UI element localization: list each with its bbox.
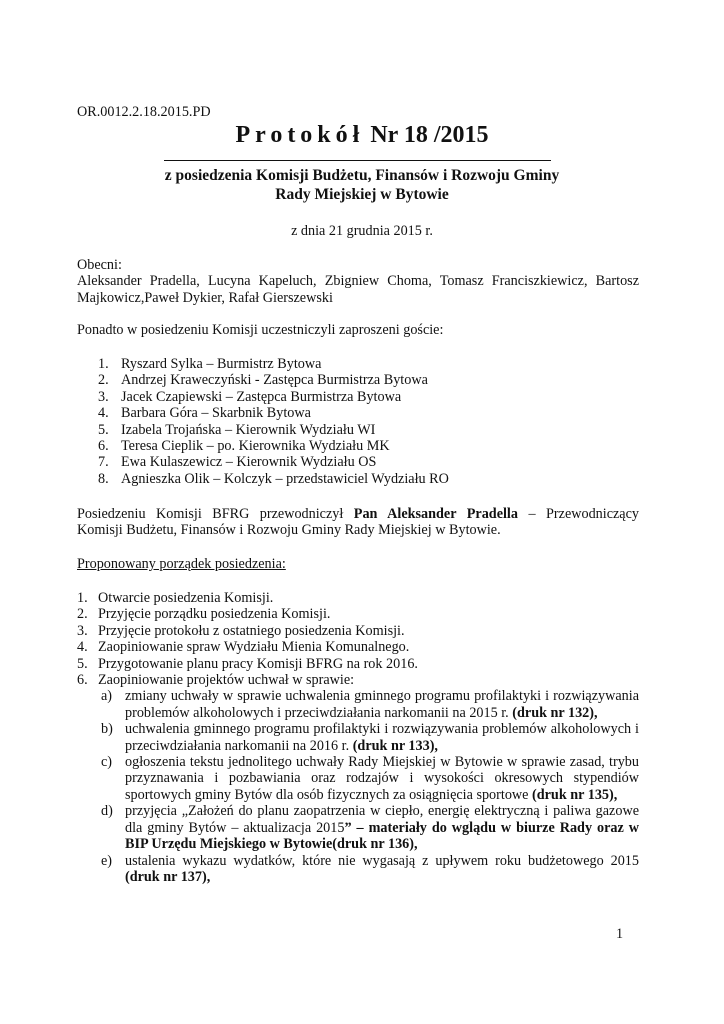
subtitle-line-2: Rady Miejskiej w Bytowie (275, 186, 449, 203)
agenda-list (77, 590, 639, 885)
title-number: Nr 18 /2015 (370, 122, 489, 148)
present-names-line-2: Majkowicz,Paweł Dykier, Rafał Gierszewski (77, 289, 333, 306)
chair-paragraph (77, 506, 639, 539)
list-item: 2. Andrzej Kraweczyński - Zastępca Burmistrza Bytowa (98, 372, 428, 389)
chair-line-1: Posiedzeniu Komisji BFRG przewodniczył Pan Aleksander Pradella – Przewodniczący (77, 506, 639, 522)
list-item: 6. Zaopiniowanie projektów uchwał w sprawie: a) zmiany uchwały w sprawie uchwalenia gminnego programu profilaktyki i rozwiązywania problemów alkoholowych i przeciwdziałania narkomanii na 2015 r. (druk nr 132), b) uchwalenia gminnego programu profilaktyki i rozwiązywania problemów alkoholowych i przeciwdziałania narkomanii na 2016 r. (druk nr 133), c) ogłoszenia tekstu jednolitego uchwały Rady Miejskiej w Bytowie w sprawie zasad, trybu przyznawania i pozbawiania oraz rodzajów i wysokości okresowych stypendiów sportowych gminy Bytów dla osób fizycznych za osiągnięcia sportowe (druk nr 135), d) przyjęcia „Założeń do planu zaopatrzenia w ciepło, energię elektryczną i paliwa gazowe dla gminy Bytów – aktualizacja 2015” – materiały do wglądu w biurze Rady oraz w BIP Urzędu Miejskiego w Bytowie(druk nr 136), e) ustalenia wykazu wydatków, które nie wygasają z upływem roku budżetowego 2015 (druk nr 137), (77, 672, 639, 885)
guests-intro: Ponadto w posiedzeniu Komisji uczestniczyli zaproszeni goście: (77, 322, 444, 338)
agenda-heading: Proponowany porządek posiedzenia: (77, 556, 286, 572)
list-item: 8. Agnieszka Olik – Kolczyk – przedstawiciel Wydziału RO (98, 470, 449, 487)
present-names-line-1: Aleksander Pradella, Lucyna Kapeluch, Zbigniew Choma, Tomasz Franciszkiewicz, Bartosz (77, 273, 639, 290)
list-item: 4. Zaopiniowanie spraw Wydziału Mienia Komunalnego. (77, 639, 410, 656)
list-item: 2. Przyjęcie porządku posiedzenia Komisji. (77, 606, 331, 623)
sub-list-item: e) ustalenia wykazu wydatków, które nie wygasają z upływem roku budżetowego 2015 (druk nr 137), (101, 852, 639, 885)
sub-list-item: b) uchwalenia gminnego programu profilaktyki i rozwiązywania problemów alkoholowych i przeciwdziałania narkomanii na 2016 r. (druk nr 133), (101, 721, 639, 754)
document-reference: OR.0012.2.18.2015.PD (77, 104, 211, 120)
guest-list (98, 356, 449, 487)
list-item: 5. Izabela Trojańska – Kierownik Wydziału WI (98, 421, 376, 438)
list-item: 6. Teresa Cieplik – po. Kierownika Wydziału MK (98, 437, 390, 454)
list-item: 3. Jacek Czapiewski – Zastępca Burmistrza Bytowa (98, 388, 402, 405)
page-number: 1 (616, 926, 624, 942)
document-title (0, 120, 724, 150)
document-date: z dnia 21 grudnia 2015 r. (291, 223, 433, 239)
subtitle-line-1: z posiedzenia Komisji Budżetu, Finansów i Rozwoju Gminy (164, 167, 560, 184)
sub-list-item: a) zmiany uchwały w sprawie uchwalenia gminnego programu profilaktyki i rozwiązywania problemów alkoholowych i przeciwdziałania narkomanii na 2015 r. (druk nr 132), (101, 688, 639, 721)
sub-list-item: c) ogłoszenia tekstu jednolitego uchwały Rady Miejskiej w Bytowie w sprawie zasad, trybu przyznawania i pozbawiania oraz rodzajów i wysokości okresowych stypendiów sportowych gminy Bytów dla osób fizycznych za osiągnięcia sportowe (druk nr 135), (101, 754, 639, 803)
list-item: 1. Ryszard Sylka – Burmistrz Bytowa (98, 356, 322, 372)
list-item: 1. Otwarcie posiedzenia Komisji. (77, 590, 274, 606)
list-item: 4. Barbara Góra – Skarbnik Bytowa (98, 405, 311, 422)
list-item: 5. Przygotowanie planu pracy Komisji BFRG na rok 2016. (77, 655, 418, 672)
sub-list-item: d) przyjęcia „Założeń do planu zaopatrzenia w ciepło, energię elektryczną i paliwa gazowe dla gminy Bytów – aktualizacja 2015” – materiały do wglądu w biurze Rady oraz w BIP Urzędu Miejskiego w Bytowie(druk nr 136), (101, 803, 639, 853)
list-item: 3. Przyjęcie protokołu z ostatniego posiedzenia Komisji. (77, 622, 405, 639)
resolution-sublist (98, 688, 639, 885)
title-divider (164, 160, 551, 161)
document-subtitle (0, 166, 724, 204)
present-label: Obecni: (77, 257, 122, 273)
list-item: 7. Ewa Kulaszewicz – Kierownik Wydziału OS (98, 454, 377, 471)
present-section (77, 257, 639, 306)
chair-line-2: Komisji Budżetu, Finansów i Rozwoju Gminy Rady Miejskiej w Bytowie. (77, 522, 501, 539)
chair-name: Pan Aleksander Pradella (353, 506, 518, 522)
title-word: Protokół (235, 122, 365, 148)
